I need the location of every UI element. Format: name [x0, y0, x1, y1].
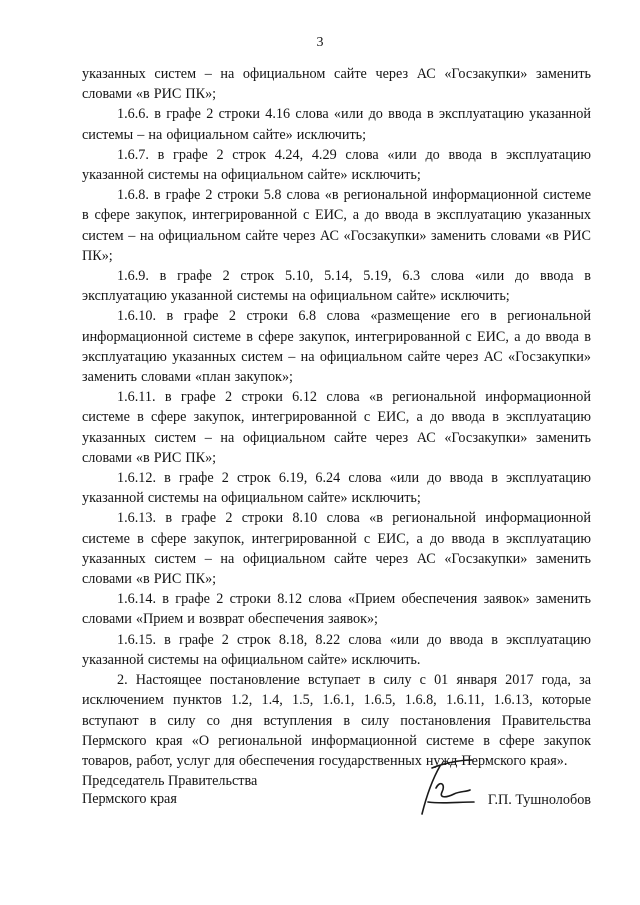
- document-body: [82, 64, 591, 771]
- paragraph-1-6-12: 1.6.12. в графе 2 строк 6.19, 6.24 слова «или до ввода в эксплуатацию указанной системы на официальном сайте» исключить;: [82, 470, 591, 507]
- signature-block: [82, 772, 591, 832]
- paragraph-continuation: указанных систем – на официальном сайте через АС «Госзакупки» заменить словами «в РИС ПК»;: [82, 66, 591, 103]
- paragraph-1-6-13: 1.6.13. в графе 2 строки 8.10 слова «в региональной информационной системе в сфере закупок, интегрированной с ЕИС, а до ввода в эксплуатацию указанных систем – на официальном сайте через АС «Госзакупки» заменить словами «в РИС ПК»;: [82, 510, 591, 588]
- paragraph-1-6-8: 1.6.8. в графе 2 строки 5.8 слова «в региональной информационной системе в сфере закупок, интегрированной с ЕИС, а до ввода в эксплуатацию указанных систем – на официальном сайте через АС «Госзакупки» заменить словами «в РИС ПК»;: [82, 187, 591, 264]
- signatory-name: Г.П. Тушнолобов: [487, 792, 591, 808]
- signatory-title-line-2: Пермского края: [82, 791, 177, 807]
- handwritten-signature: [402, 758, 482, 820]
- signatory-title-line-1: Председатель Правительства: [82, 773, 258, 789]
- paragraph-1-6-7: 1.6.7. в графе 2 строк 4.24, 4.29 слова «или до ввода в эксплуатацию указанной системы на официальном сайте» исключить;: [82, 146, 591, 184]
- paragraph-2: 2. Настоящее постановление вступает в силу с 01 января 2017 года, за исключением пунктов 1.2, 1.4, 1.5, 1.6.1, 1.6.5, 1.6.8, 1.6.11, 1.6.13, которые вступают в силу со дня вступления в силу постановления Правительства Пермского края «О региональной информационной системе в сфере закупок товаров, работ, услуг для обеспечения государственных нужд Пермского края».: [82, 672, 591, 769]
- paragraph-1-6-10: 1.6.10. в графе 2 строки 6.8 слова «размещение его в региональной информационной системе в сфере закупок, интегрированной с ЕИС, а до ввода в эксплуатацию указанных систем – на официальном сайте через АС «Госзакупки» заменить словами «план закупок»;: [82, 308, 591, 386]
- paragraph-1-6-15: 1.6.15. в графе 2 строк 8.18, 8.22 слова «или до ввода в эксплуатацию указанной системы на официальном сайте» исключить.: [82, 631, 591, 668]
- paragraph-1-6-6: 1.6.6. в графе 2 строки 4.16 слова «или до ввода в эксплуатацию указанной системы – на официальном сайте» исключить;: [82, 106, 591, 143]
- paragraph-1-6-9: 1.6.9. в графе 2 строк 5.10, 5.14, 5.19, 6.3 слова «или до ввода в эксплуатацию указанной системы на официальном сайте» исключить;: [82, 268, 591, 305]
- paragraph-1-6-14: 1.6.14. в графе 2 строки 8.12 слова «Прием обеспечения заявок» заменить словами «Прием и возврат обеспечения заявок»;: [82, 591, 591, 628]
- paragraph-1-6-11: 1.6.11. в графе 2 строки 6.12 слова «в региональной информационной системе в сфере закупок, интегрированной с ЕИС, а до ввода в эксплуатацию указанных систем – на официальном сайте через АС «Госзакупки» заменить словами «в РИС ПК»;: [82, 389, 591, 466]
- page-number: 3: [316, 35, 324, 50]
